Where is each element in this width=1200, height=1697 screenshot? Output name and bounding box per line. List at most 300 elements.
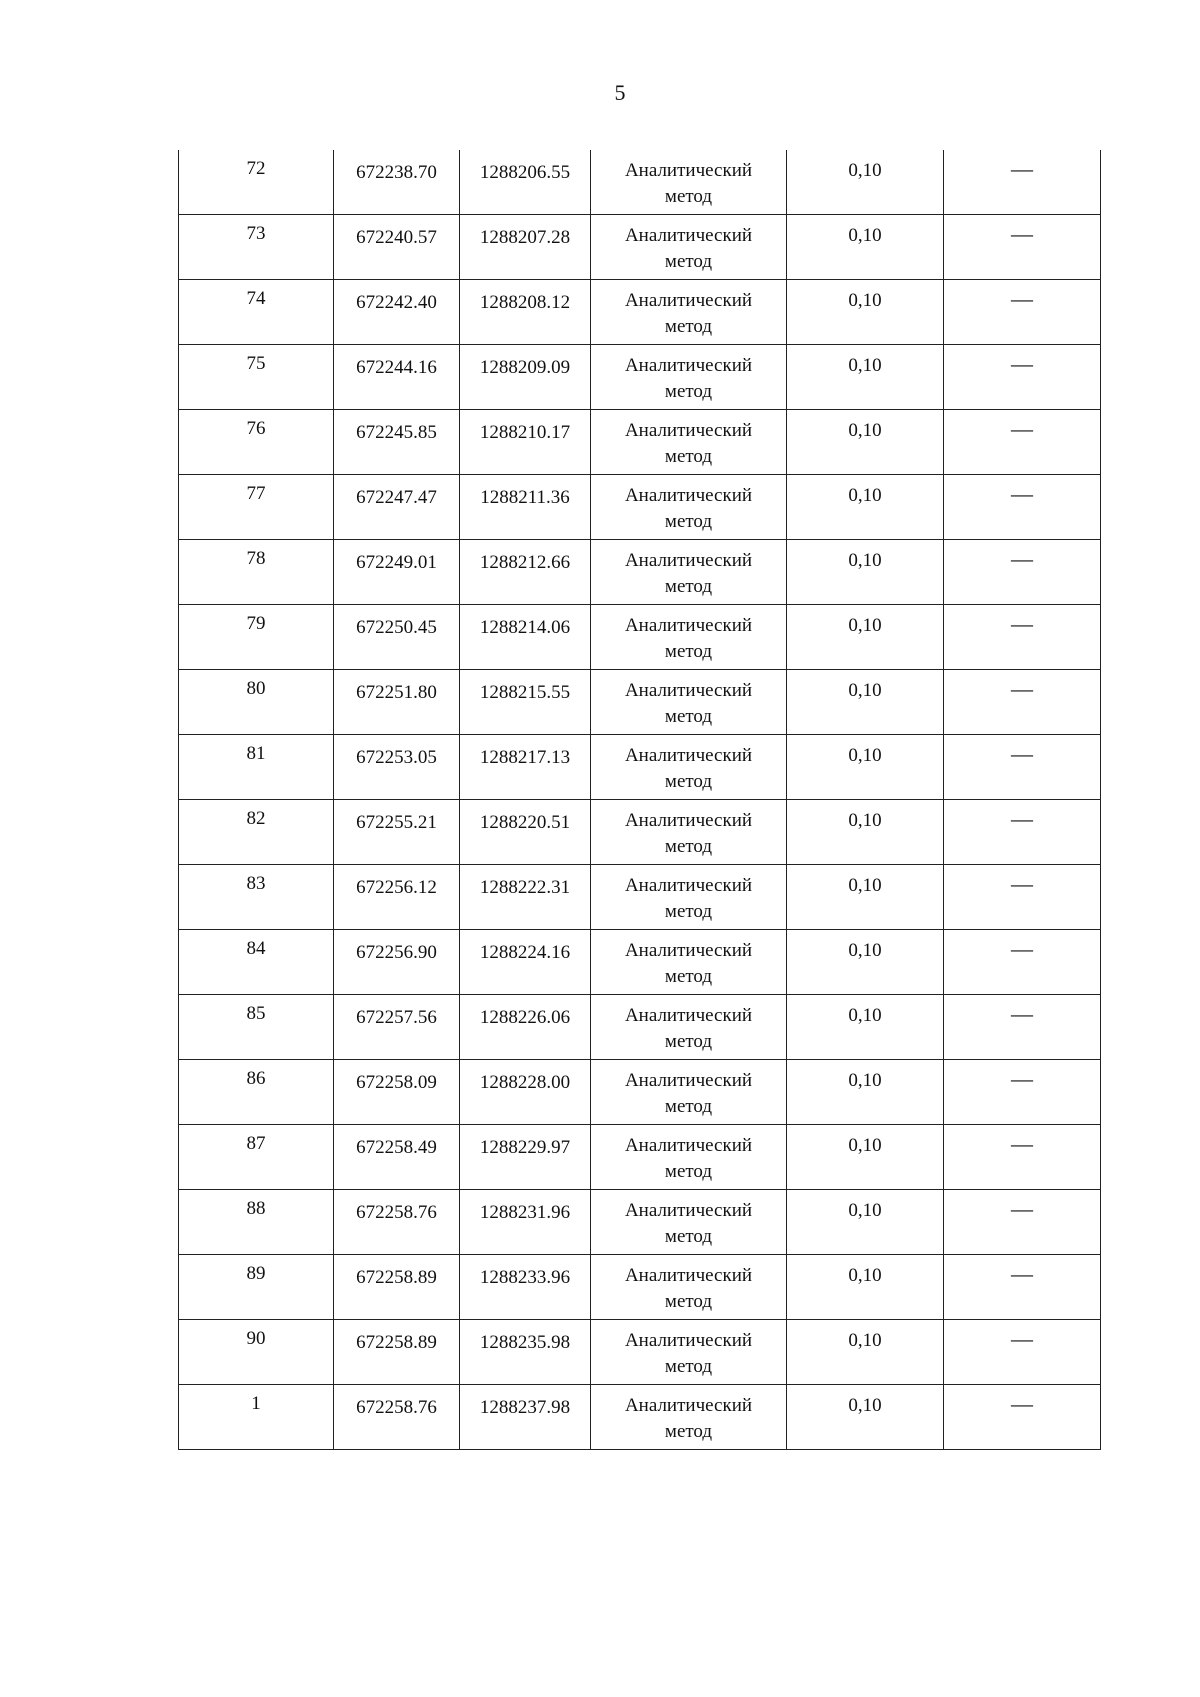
point-number-cell xyxy=(179,540,334,605)
note-cell-value: — xyxy=(1011,1131,1033,1156)
accuracy-cell xyxy=(787,930,944,995)
note-cell-text xyxy=(944,150,1100,182)
y-coordinate-cell-value: 1288210.17 xyxy=(479,422,571,443)
note-cell xyxy=(944,540,1101,605)
point-number-cell xyxy=(179,1125,334,1190)
table-row xyxy=(179,1255,1101,1320)
note-cell-value: — xyxy=(1011,416,1033,441)
y-coordinate-cell xyxy=(460,280,591,345)
method-line-2: метод xyxy=(664,1421,713,1442)
accuracy-cell-text xyxy=(787,1190,943,1224)
table-row xyxy=(179,1125,1101,1190)
note-cell-text xyxy=(944,1255,1100,1287)
note-cell xyxy=(944,410,1101,475)
note-cell-text xyxy=(944,1320,1100,1352)
table-row xyxy=(179,1060,1101,1125)
y-coordinate-cell-text xyxy=(460,800,590,836)
table-row xyxy=(179,1320,1101,1385)
accuracy-cell xyxy=(787,1190,944,1255)
point-number-cell-text xyxy=(179,1255,333,1287)
note-cell-value: — xyxy=(1011,1196,1033,1221)
point-number-cell xyxy=(179,1385,334,1450)
y-coordinate-cell-text xyxy=(460,995,590,1031)
accuracy-cell-value: 0,10 xyxy=(848,1070,882,1091)
x-coordinate-cell xyxy=(334,1060,460,1125)
y-coordinate-cell xyxy=(460,410,591,475)
point-number-cell xyxy=(179,865,334,930)
method-line-1: Аналитический xyxy=(624,550,753,571)
x-coordinate-cell-text xyxy=(334,150,459,186)
accuracy-cell xyxy=(787,800,944,865)
y-coordinate-cell-value: 1288233.96 xyxy=(479,1267,571,1288)
accuracy-cell-text xyxy=(787,735,943,769)
point-number-cell xyxy=(179,670,334,735)
note-cell xyxy=(944,1125,1101,1190)
x-coordinate-cell xyxy=(334,800,460,865)
y-coordinate-cell xyxy=(460,1385,591,1450)
x-coordinate-cell xyxy=(334,995,460,1060)
x-coordinate-cell-value: 672250.45 xyxy=(356,617,437,638)
note-cell xyxy=(944,735,1101,800)
y-coordinate-cell xyxy=(460,540,591,605)
method-cell-text xyxy=(591,215,786,275)
x-coordinate-cell xyxy=(334,735,460,800)
note-cell-text xyxy=(944,475,1100,507)
method-line-2: метод xyxy=(664,446,713,467)
point-number-cell xyxy=(179,475,334,540)
x-coordinate-cell-value: 672258.76 xyxy=(356,1202,437,1223)
y-coordinate-cell-value: 1288231.96 xyxy=(479,1202,571,1223)
accuracy-cell-text xyxy=(787,280,943,314)
y-coordinate-cell-text xyxy=(460,1385,590,1421)
point-number-cell xyxy=(179,800,334,865)
method-cell xyxy=(591,1060,787,1125)
accuracy-cell-value: 0,10 xyxy=(848,485,882,506)
table-row xyxy=(179,475,1101,540)
point-number-cell-value: 84 xyxy=(246,938,266,959)
x-coordinate-cell-text xyxy=(334,995,459,1031)
method-cell-text xyxy=(591,670,786,730)
x-coordinate-cell-value: 672258.76 xyxy=(356,1397,437,1418)
y-coordinate-cell-text xyxy=(460,930,590,966)
table-row xyxy=(179,1190,1101,1255)
method-cell xyxy=(591,735,787,800)
y-coordinate-cell-text xyxy=(460,280,590,316)
x-coordinate-cell-text xyxy=(334,1060,459,1096)
accuracy-cell-text xyxy=(787,410,943,444)
method-cell-text xyxy=(591,475,786,535)
point-number-cell-value: 89 xyxy=(246,1263,266,1284)
point-number-cell-text xyxy=(179,670,333,702)
point-number-cell xyxy=(179,215,334,280)
y-coordinate-cell-value: 1288209.09 xyxy=(479,357,571,378)
point-number-cell xyxy=(179,995,334,1060)
y-coordinate-cell xyxy=(460,1060,591,1125)
note-cell-value: — xyxy=(1011,351,1033,376)
y-coordinate-cell-value: 1288228.00 xyxy=(479,1072,571,1093)
x-coordinate-cell xyxy=(334,865,460,930)
accuracy-cell-value: 0,10 xyxy=(848,745,882,766)
method-cell xyxy=(591,1320,787,1385)
x-coordinate-cell xyxy=(334,1385,460,1450)
accuracy-cell-value: 0,10 xyxy=(848,1395,882,1416)
point-number-cell-value: 81 xyxy=(246,743,266,764)
note-cell-text xyxy=(944,735,1100,767)
x-coordinate-cell xyxy=(334,1125,460,1190)
table-row xyxy=(179,995,1101,1060)
table-row xyxy=(179,215,1101,280)
method-cell-text xyxy=(591,1190,786,1250)
note-cell xyxy=(944,280,1101,345)
method-cell xyxy=(591,280,787,345)
y-coordinate-cell-text xyxy=(460,1060,590,1096)
note-cell xyxy=(944,345,1101,410)
coordinates-table xyxy=(178,150,1101,1450)
y-coordinate-cell-text xyxy=(460,345,590,381)
x-coordinate-cell-text xyxy=(334,1320,459,1356)
accuracy-cell-value: 0,10 xyxy=(848,1005,882,1026)
x-coordinate-cell-text xyxy=(334,670,459,706)
x-coordinate-cell-text xyxy=(334,800,459,836)
accuracy-cell-text xyxy=(787,605,943,639)
method-cell xyxy=(591,1255,787,1320)
point-number-cell-value: 76 xyxy=(246,418,266,439)
method-line-1: Аналитический xyxy=(624,355,753,376)
x-coordinate-cell-value: 672253.05 xyxy=(356,747,437,768)
method-cell-text xyxy=(591,800,786,860)
method-cell xyxy=(591,670,787,735)
accuracy-cell-value: 0,10 xyxy=(848,355,882,376)
x-coordinate-cell-value: 672256.12 xyxy=(356,877,437,898)
accuracy-cell-text xyxy=(787,865,943,899)
point-number-cell xyxy=(179,150,334,215)
note-cell-value: — xyxy=(1011,481,1033,506)
method-cell-text xyxy=(591,735,786,795)
point-number-cell-value: 73 xyxy=(246,223,266,244)
method-cell xyxy=(591,410,787,475)
method-line-1: Аналитический xyxy=(624,1265,753,1286)
note-cell-text xyxy=(944,1385,1100,1417)
note-cell-value: — xyxy=(1011,1066,1033,1091)
method-line-1: Аналитический xyxy=(624,420,753,441)
note-cell-text xyxy=(944,540,1100,572)
method-cell xyxy=(591,1125,787,1190)
note-cell xyxy=(944,670,1101,735)
x-coordinate-cell-value: 672244.16 xyxy=(356,357,437,378)
note-cell xyxy=(944,995,1101,1060)
note-cell-value: — xyxy=(1011,546,1033,571)
y-coordinate-cell-text xyxy=(460,1125,590,1161)
table-row xyxy=(179,930,1101,995)
accuracy-cell xyxy=(787,1385,944,1450)
point-number-cell-value: 87 xyxy=(246,1133,266,1154)
method-line-2: метод xyxy=(664,771,713,792)
x-coordinate-cell xyxy=(334,930,460,995)
y-coordinate-cell-value: 1288222.31 xyxy=(479,877,571,898)
note-cell-text xyxy=(944,215,1100,247)
method-line-2: метод xyxy=(664,186,713,207)
point-number-cell-value: 72 xyxy=(246,158,266,179)
x-coordinate-cell-value: 672242.40 xyxy=(356,292,437,313)
y-coordinate-cell-value: 1288214.06 xyxy=(479,617,571,638)
accuracy-cell-value: 0,10 xyxy=(848,1265,882,1286)
point-number-cell-text xyxy=(179,865,333,897)
method-line-2: метод xyxy=(664,836,713,857)
method-line-1: Аналитический xyxy=(624,160,753,181)
y-coordinate-cell-value: 1288229.97 xyxy=(479,1137,571,1158)
x-coordinate-cell-value: 672251.80 xyxy=(356,682,437,703)
accuracy-cell xyxy=(787,1255,944,1320)
accuracy-cell xyxy=(787,540,944,605)
y-coordinate-cell-text xyxy=(460,605,590,641)
method-cell xyxy=(591,800,787,865)
accuracy-cell-value: 0,10 xyxy=(848,875,882,896)
y-coordinate-cell-text xyxy=(460,735,590,771)
method-cell xyxy=(591,995,787,1060)
method-cell xyxy=(591,540,787,605)
point-number-cell-value: 78 xyxy=(246,548,266,569)
accuracy-cell xyxy=(787,1320,944,1385)
note-cell-value: — xyxy=(1011,1001,1033,1026)
accuracy-cell-value: 0,10 xyxy=(848,420,882,441)
note-cell-text xyxy=(944,345,1100,377)
method-cell xyxy=(591,930,787,995)
method-line-2: метод xyxy=(664,641,713,662)
x-coordinate-cell-value: 672258.89 xyxy=(356,1267,437,1288)
x-coordinate-cell-text xyxy=(334,345,459,381)
method-cell-text xyxy=(591,410,786,470)
method-cell-text xyxy=(591,1385,786,1445)
note-cell xyxy=(944,1190,1101,1255)
note-cell-text xyxy=(944,995,1100,1027)
method-line-1: Аналитический xyxy=(624,810,753,831)
accuracy-cell xyxy=(787,865,944,930)
accuracy-cell xyxy=(787,280,944,345)
method-cell-text xyxy=(591,995,786,1055)
point-number-cell-text xyxy=(179,475,333,507)
x-coordinate-cell-text xyxy=(334,475,459,511)
method-cell xyxy=(591,150,787,215)
note-cell-text xyxy=(944,800,1100,832)
method-line-2: метод xyxy=(664,576,713,597)
x-coordinate-cell xyxy=(334,150,460,215)
method-line-1: Аналитический xyxy=(624,1070,753,1091)
point-number-cell xyxy=(179,410,334,475)
accuracy-cell xyxy=(787,150,944,215)
accuracy-cell-value: 0,10 xyxy=(848,615,882,636)
point-number-cell-value: 79 xyxy=(246,613,266,634)
point-number-cell-text xyxy=(179,1320,333,1352)
point-number-cell xyxy=(179,280,334,345)
note-cell-value: — xyxy=(1011,286,1033,311)
point-number-cell-value: 80 xyxy=(246,678,266,699)
x-coordinate-cell xyxy=(334,410,460,475)
method-cell-text xyxy=(591,1255,786,1315)
accuracy-cell xyxy=(787,1125,944,1190)
y-coordinate-cell-text xyxy=(460,410,590,446)
method-cell xyxy=(591,345,787,410)
point-number-cell-value: 90 xyxy=(246,1328,266,1349)
y-coordinate-cell xyxy=(460,735,591,800)
point-number-cell-value: 83 xyxy=(246,873,266,894)
point-number-cell-text xyxy=(179,605,333,637)
x-coordinate-cell-text xyxy=(334,540,459,576)
x-coordinate-cell-text xyxy=(334,215,459,251)
note-cell-value: — xyxy=(1011,1391,1033,1416)
accuracy-cell-text xyxy=(787,1125,943,1159)
accuracy-cell-text xyxy=(787,1320,943,1354)
table-row xyxy=(179,150,1101,215)
x-coordinate-cell-value: 672249.01 xyxy=(356,552,437,573)
method-line-2: метод xyxy=(664,1031,713,1052)
y-coordinate-cell-value: 1288235.98 xyxy=(479,1332,571,1353)
page-number: 5 xyxy=(614,80,626,105)
accuracy-cell-text xyxy=(787,800,943,834)
y-coordinate-cell xyxy=(460,800,591,865)
x-coordinate-cell xyxy=(334,345,460,410)
accuracy-cell xyxy=(787,605,944,670)
x-coordinate-cell-text xyxy=(334,1255,459,1291)
y-coordinate-cell-text xyxy=(460,1190,590,1226)
x-coordinate-cell xyxy=(334,1320,460,1385)
note-cell-value: — xyxy=(1011,741,1033,766)
x-coordinate-cell xyxy=(334,540,460,605)
note-cell-value: — xyxy=(1011,611,1033,636)
y-coordinate-cell-text xyxy=(460,670,590,706)
table-row xyxy=(179,865,1101,930)
accuracy-cell-text xyxy=(787,670,943,704)
y-coordinate-cell xyxy=(460,995,591,1060)
accuracy-cell-value: 0,10 xyxy=(848,680,882,701)
point-number-cell-text xyxy=(179,1385,333,1417)
method-line-1: Аналитический xyxy=(624,1005,753,1026)
y-coordinate-cell-value: 1288212.66 xyxy=(479,552,571,573)
note-cell xyxy=(944,475,1101,540)
point-number-cell-value: 1 xyxy=(251,1393,261,1414)
method-line-2: метод xyxy=(664,901,713,922)
x-coordinate-cell-text xyxy=(334,1190,459,1226)
note-cell-value: — xyxy=(1011,1261,1033,1286)
point-number-cell xyxy=(179,1060,334,1125)
note-cell-text xyxy=(944,930,1100,962)
coordinates-table-body xyxy=(179,150,1101,1450)
point-number-cell-value: 82 xyxy=(246,808,266,829)
y-coordinate-cell xyxy=(460,930,591,995)
accuracy-cell-value: 0,10 xyxy=(848,550,882,571)
y-coordinate-cell-value: 1288206.55 xyxy=(479,162,571,183)
note-cell xyxy=(944,1320,1101,1385)
method-line-1: Аналитический xyxy=(624,940,753,961)
note-cell-text xyxy=(944,605,1100,637)
x-coordinate-cell xyxy=(334,475,460,540)
accuracy-cell-text xyxy=(787,1385,943,1419)
accuracy-cell-text xyxy=(787,215,943,249)
y-coordinate-cell xyxy=(460,865,591,930)
note-cell-value: — xyxy=(1011,156,1033,181)
point-number-cell-text xyxy=(179,540,333,572)
point-number-cell-text xyxy=(179,150,333,182)
method-cell-text xyxy=(591,605,786,665)
point-number-cell xyxy=(179,930,334,995)
point-number-cell xyxy=(179,735,334,800)
method-line-1: Аналитический xyxy=(624,875,753,896)
x-coordinate-cell xyxy=(334,1255,460,1320)
note-cell xyxy=(944,1255,1101,1320)
method-line-1: Аналитический xyxy=(624,745,753,766)
x-coordinate-cell-text xyxy=(334,735,459,771)
note-cell xyxy=(944,1385,1101,1450)
point-number-cell-text xyxy=(179,1190,333,1222)
accuracy-cell-value: 0,10 xyxy=(848,1200,882,1221)
accuracy-cell-text xyxy=(787,150,943,184)
method-line-2: метод xyxy=(664,1291,713,1312)
y-coordinate-cell-text xyxy=(460,1320,590,1356)
point-number-cell xyxy=(179,345,334,410)
method-cell-text xyxy=(591,1060,786,1120)
y-coordinate-cell xyxy=(460,1190,591,1255)
table-row xyxy=(179,410,1101,475)
point-number-cell-value: 86 xyxy=(246,1068,266,1089)
note-cell-text xyxy=(944,280,1100,312)
table-row xyxy=(179,1385,1101,1450)
method-line-2: метод xyxy=(664,1226,713,1247)
y-coordinate-cell xyxy=(460,345,591,410)
accuracy-cell-text xyxy=(787,540,943,574)
table-row xyxy=(179,800,1101,865)
x-coordinate-cell-text xyxy=(334,280,459,316)
accuracy-cell-value: 0,10 xyxy=(848,225,882,246)
method-line-2: метод xyxy=(664,316,713,337)
point-number-cell-value: 75 xyxy=(246,353,266,374)
x-coordinate-cell xyxy=(334,280,460,345)
x-coordinate-cell-value: 672258.89 xyxy=(356,1332,437,1353)
method-line-1: Аналитический xyxy=(624,1200,753,1221)
x-coordinate-cell-value: 672258.49 xyxy=(356,1137,437,1158)
accuracy-cell xyxy=(787,670,944,735)
y-coordinate-cell-text xyxy=(460,475,590,511)
point-number-cell xyxy=(179,605,334,670)
y-coordinate-cell-text xyxy=(460,540,590,576)
point-number-cell xyxy=(179,1255,334,1320)
y-coordinate-cell-value: 1288207.28 xyxy=(479,227,571,248)
y-coordinate-cell xyxy=(460,670,591,735)
point-number-cell xyxy=(179,1320,334,1385)
method-cell-text xyxy=(591,865,786,925)
point-number-cell xyxy=(179,1190,334,1255)
accuracy-cell-text xyxy=(787,475,943,509)
method-line-1: Аналитический xyxy=(624,485,753,506)
method-line-1: Аналитический xyxy=(624,1330,753,1351)
x-coordinate-cell xyxy=(334,605,460,670)
accuracy-cell-text xyxy=(787,995,943,1029)
accuracy-cell xyxy=(787,1060,944,1125)
accuracy-cell-value: 0,10 xyxy=(848,1135,882,1156)
accuracy-cell-value: 0,10 xyxy=(848,1330,882,1351)
note-cell xyxy=(944,930,1101,995)
point-number-cell-text xyxy=(179,995,333,1027)
note-cell-text xyxy=(944,1125,1100,1157)
point-number-cell-value: 85 xyxy=(246,1003,266,1024)
method-line-1: Аналитический xyxy=(624,680,753,701)
note-cell-value: — xyxy=(1011,1326,1033,1351)
method-cell xyxy=(591,865,787,930)
y-coordinate-cell-text xyxy=(460,215,590,251)
point-number-cell-text xyxy=(179,1125,333,1157)
method-cell xyxy=(591,215,787,280)
accuracy-cell-value: 0,10 xyxy=(848,160,882,181)
point-number-cell-value: 77 xyxy=(246,483,266,504)
note-cell xyxy=(944,215,1101,280)
